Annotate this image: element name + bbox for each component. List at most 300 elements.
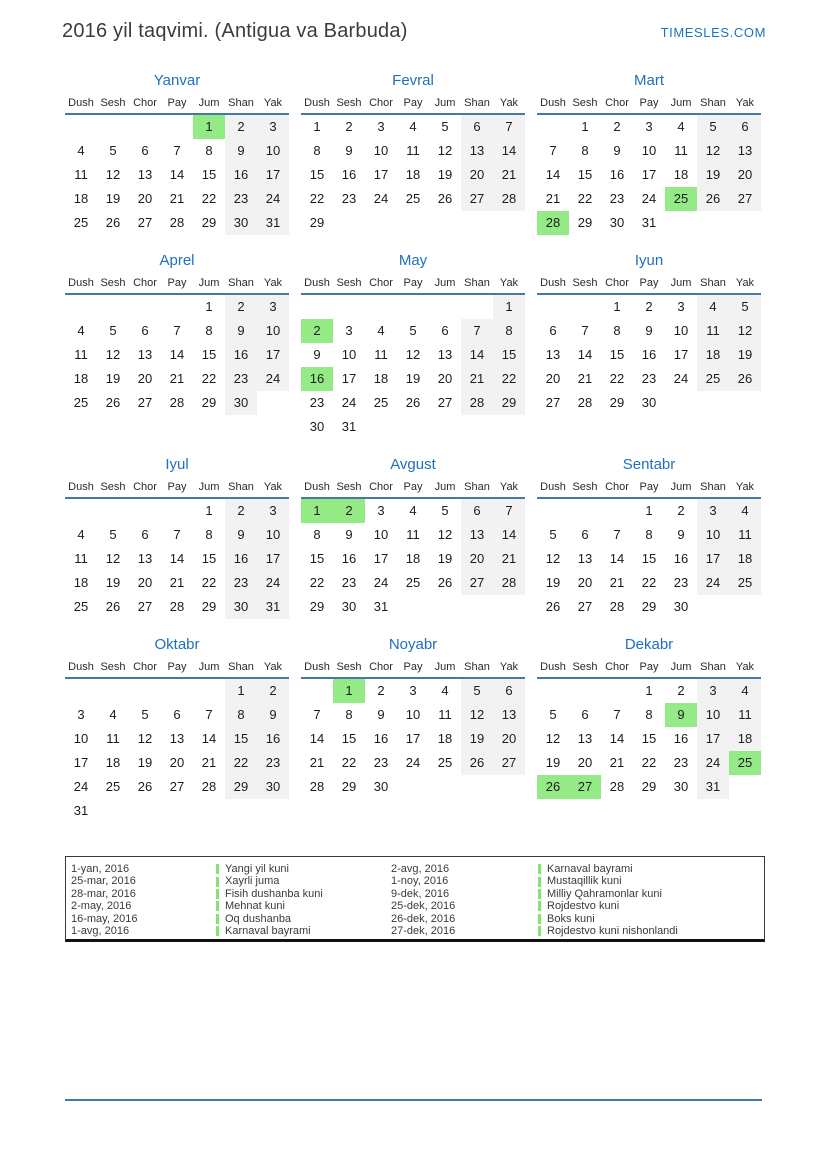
week-row bbox=[301, 751, 525, 775]
legend-holiday-name: Mehnat kuni bbox=[225, 900, 285, 913]
weekday-header: Shan bbox=[464, 661, 490, 673]
day-cell: 24 bbox=[341, 395, 357, 410]
day-cell: 22 bbox=[201, 575, 217, 590]
weekday-header: Shan bbox=[228, 277, 254, 289]
weekend-day-cell: 13 bbox=[493, 703, 525, 727]
weekend-day-cell: 22 bbox=[493, 367, 525, 391]
day-cell: 13 bbox=[169, 731, 185, 746]
weekday-header: Sesh bbox=[572, 481, 598, 493]
week-row bbox=[65, 799, 289, 823]
day-cell: 5 bbox=[141, 707, 149, 722]
weekday-header: Yak bbox=[263, 481, 283, 493]
day-cell: 18 bbox=[437, 731, 453, 746]
day-cell: 9 bbox=[377, 707, 385, 722]
month-calendar bbox=[537, 456, 761, 619]
weekend-day-cell: 7 bbox=[461, 319, 493, 343]
weekend-day-cell: 24 bbox=[257, 187, 289, 211]
day-cell: 5 bbox=[109, 527, 117, 542]
day-cell: 8 bbox=[613, 323, 621, 338]
day-cell: 13 bbox=[137, 347, 153, 362]
weekday-header: Sesh bbox=[336, 481, 362, 493]
day-cell: 8 bbox=[205, 527, 213, 542]
weekday-header: Yak bbox=[263, 277, 283, 289]
month-calendar bbox=[537, 72, 761, 235]
weekday-header: Yak bbox=[735, 97, 755, 109]
week-row bbox=[65, 703, 289, 727]
day-cell: 7 bbox=[313, 707, 321, 722]
day-cell: 19 bbox=[545, 755, 561, 770]
week-row bbox=[537, 187, 761, 211]
month-calendar bbox=[65, 456, 289, 619]
legend-holiday-name: Yangi yil kuni bbox=[225, 863, 289, 875]
day-cell: 7 bbox=[581, 323, 589, 338]
weekend-day-cell: 4 bbox=[729, 499, 761, 523]
empty-day-cell bbox=[601, 499, 633, 523]
legend-date: 2-may, 2016 bbox=[71, 900, 132, 913]
weekend-day-cell: 13 bbox=[729, 139, 761, 163]
week-row bbox=[65, 343, 289, 367]
day-cell: 15 bbox=[641, 551, 657, 566]
day-cell: 26 bbox=[437, 575, 453, 590]
week-row bbox=[537, 751, 761, 775]
month-calendar bbox=[537, 636, 761, 799]
day-cell: 14 bbox=[201, 731, 217, 746]
day-cell: 28 bbox=[201, 779, 217, 794]
day-cell: 28 bbox=[169, 395, 185, 410]
day-cell: 28 bbox=[577, 395, 593, 410]
day-cell: 3 bbox=[345, 323, 353, 338]
day-cell: 13 bbox=[577, 551, 593, 566]
day-cell: 26 bbox=[105, 599, 121, 614]
empty-day-cell bbox=[461, 595, 493, 619]
empty-day-cell bbox=[365, 211, 397, 235]
day-cell: 12 bbox=[105, 347, 121, 362]
weekend-day-cell: 15 bbox=[493, 343, 525, 367]
month-title[interactable]: Noyabr bbox=[388, 636, 438, 653]
week-row bbox=[301, 211, 525, 235]
day-cell: 5 bbox=[441, 503, 449, 518]
day-cell: 31 bbox=[641, 215, 657, 230]
weekday-header: Chor bbox=[133, 481, 157, 493]
day-cell: 28 bbox=[609, 779, 625, 794]
holiday-day-cell: 1 bbox=[301, 499, 333, 523]
weekday-header-row bbox=[65, 661, 289, 679]
legend-marker bbox=[538, 889, 541, 899]
month-title[interactable]: Iyul bbox=[165, 456, 189, 473]
weekend-day-cell: 2 bbox=[225, 295, 257, 319]
empty-day-cell bbox=[225, 799, 257, 823]
weekend-day-cell: 17 bbox=[257, 343, 289, 367]
weekend-day-cell: 27 bbox=[729, 187, 761, 211]
day-cell: 16 bbox=[341, 167, 357, 182]
weekend-day-cell: 31 bbox=[257, 595, 289, 619]
day-cell: 10 bbox=[405, 707, 421, 722]
weekday-header: Chor bbox=[133, 661, 157, 673]
empty-day-cell bbox=[493, 415, 525, 439]
weekend-day-cell: 10 bbox=[697, 523, 729, 547]
weekday-header: Dush bbox=[304, 277, 330, 289]
day-cell: 20 bbox=[545, 371, 561, 386]
day-cell: 27 bbox=[437, 395, 453, 410]
day-cell: 12 bbox=[105, 167, 121, 182]
day-cell: 18 bbox=[73, 371, 89, 386]
day-cell: 18 bbox=[105, 755, 121, 770]
day-cell: 11 bbox=[74, 551, 88, 566]
legend-holiday-name: Rojdestvo kuni nishonlandi bbox=[547, 924, 678, 937]
weekend-day-cell: 11 bbox=[697, 319, 729, 343]
month-calendar bbox=[301, 252, 525, 439]
week-row bbox=[537, 163, 761, 187]
weekend-day-cell: 23 bbox=[257, 751, 289, 775]
weekend-day-cell: 10 bbox=[257, 523, 289, 547]
weekend-day-cell: 8 bbox=[493, 319, 525, 343]
weekend-day-cell: 2 bbox=[257, 679, 289, 703]
weekend-day-cell: 12 bbox=[729, 319, 761, 343]
day-cell: 12 bbox=[545, 551, 561, 566]
weekday-header: Pay bbox=[167, 481, 187, 493]
empty-day-cell bbox=[161, 799, 193, 823]
weekday-header-row bbox=[65, 277, 289, 295]
day-cell: 23 bbox=[341, 191, 357, 206]
weekday-header: Dush bbox=[68, 97, 94, 109]
month-title[interactable]: Aprel bbox=[159, 252, 195, 269]
day-cell: 20 bbox=[577, 575, 593, 590]
day-cell: 2 bbox=[677, 683, 685, 698]
weekday-header: Chor bbox=[369, 97, 393, 109]
empty-day-cell bbox=[129, 679, 161, 703]
day-cell: 7 bbox=[613, 527, 621, 542]
empty-day-cell bbox=[97, 115, 129, 139]
month-calendar bbox=[65, 252, 289, 415]
weekday-header: Sesh bbox=[100, 481, 126, 493]
month-calendar bbox=[537, 252, 761, 415]
day-cell: 30 bbox=[641, 395, 657, 410]
weekday-header: Dush bbox=[540, 97, 566, 109]
day-cell: 15 bbox=[609, 347, 625, 362]
weekday-header: Pay bbox=[639, 277, 659, 289]
week-row bbox=[301, 523, 525, 547]
weekday-header: Sesh bbox=[336, 97, 362, 109]
day-cell: 17 bbox=[341, 371, 357, 386]
weekend-day-cell: 11 bbox=[729, 703, 761, 727]
week-row bbox=[301, 775, 525, 799]
day-cell: 29 bbox=[201, 215, 217, 230]
week-row bbox=[301, 679, 525, 703]
empty-day-cell bbox=[129, 499, 161, 523]
day-cell: 15 bbox=[201, 551, 217, 566]
weekday-header: Chor bbox=[133, 97, 157, 109]
empty-day-cell bbox=[161, 115, 193, 139]
weekday-header: Dush bbox=[540, 277, 566, 289]
week-row bbox=[301, 727, 525, 751]
weekday-header: Jum bbox=[198, 481, 220, 493]
day-cell: 25 bbox=[405, 191, 421, 206]
week-row bbox=[301, 187, 525, 211]
legend-date: 25-dek, 2016 bbox=[391, 900, 456, 913]
day-cell: 17 bbox=[73, 755, 89, 770]
legend-holiday-name: Oq dushanba bbox=[225, 912, 292, 925]
day-cell: 23 bbox=[373, 755, 389, 770]
day-cell: 26 bbox=[405, 395, 421, 410]
weekend-day-cell: 3 bbox=[257, 295, 289, 319]
weekday-header: Jum bbox=[434, 97, 456, 109]
weekday-header: Pay bbox=[403, 661, 423, 673]
day-cell: 12 bbox=[137, 731, 153, 746]
month-calendar bbox=[301, 636, 525, 799]
day-cell: 25 bbox=[437, 755, 453, 770]
day-cell: 8 bbox=[313, 143, 321, 158]
day-cell: 20 bbox=[137, 575, 153, 590]
week-row bbox=[537, 679, 761, 703]
weekday-header-row bbox=[301, 661, 525, 679]
legend-marker bbox=[538, 877, 541, 887]
day-cell: 9 bbox=[645, 323, 653, 338]
day-cell: 25 bbox=[105, 779, 121, 794]
day-cell: 29 bbox=[201, 395, 217, 410]
week-row bbox=[65, 115, 289, 139]
day-cell: 28 bbox=[309, 779, 325, 794]
weekend-day-cell: 17 bbox=[257, 163, 289, 187]
day-cell: 26 bbox=[137, 779, 153, 794]
holiday-day-cell: 2 bbox=[301, 319, 333, 343]
day-cell: 6 bbox=[173, 707, 181, 722]
empty-day-cell bbox=[365, 295, 397, 319]
weekday-header-row bbox=[537, 661, 761, 679]
weekday-header-row bbox=[537, 277, 761, 295]
weekend-day-cell: 13 bbox=[461, 139, 493, 163]
day-cell: 3 bbox=[77, 707, 85, 722]
legend-item bbox=[538, 863, 764, 875]
day-cell: 14 bbox=[309, 731, 325, 746]
day-cell: 23 bbox=[673, 755, 689, 770]
legend-item bbox=[216, 863, 391, 875]
legend-holiday-name: Karnaval bayrami bbox=[225, 924, 311, 937]
week-row bbox=[537, 211, 761, 235]
month-title[interactable]: Sentabr bbox=[622, 456, 676, 473]
month-title[interactable]: Yanvar bbox=[153, 72, 201, 89]
week-row bbox=[537, 727, 761, 751]
day-cell: 3 bbox=[677, 299, 685, 314]
day-cell: 3 bbox=[377, 119, 385, 134]
day-cell: 12 bbox=[437, 143, 453, 158]
weekday-header: Sesh bbox=[100, 661, 126, 673]
day-cell: 28 bbox=[169, 599, 185, 614]
day-cell: 14 bbox=[577, 347, 593, 362]
weekday-header: Shan bbox=[700, 661, 726, 673]
day-cell: 10 bbox=[373, 527, 389, 542]
weekday-header: Sesh bbox=[336, 277, 362, 289]
legend-item bbox=[216, 888, 391, 900]
weekend-day-cell: 9 bbox=[225, 523, 257, 547]
day-cell: 30 bbox=[341, 599, 357, 614]
week-row bbox=[537, 391, 761, 415]
empty-day-cell bbox=[697, 211, 729, 235]
day-cell: 2 bbox=[377, 683, 385, 698]
day-cell: 21 bbox=[577, 371, 593, 386]
empty-day-cell bbox=[429, 415, 461, 439]
weekday-header: Chor bbox=[605, 277, 629, 289]
day-cell: 22 bbox=[341, 755, 357, 770]
site-link[interactable]: TIMESLES.COM bbox=[660, 25, 766, 40]
weekend-day-cell: 28 bbox=[493, 187, 525, 211]
day-cell: 24 bbox=[73, 779, 89, 794]
legend-date: 16-may, 2016 bbox=[71, 912, 138, 925]
weekend-day-cell: 10 bbox=[257, 319, 289, 343]
day-cell: 19 bbox=[405, 371, 421, 386]
weekend-day-cell: 15 bbox=[225, 727, 257, 751]
empty-day-cell bbox=[461, 211, 493, 235]
empty-day-cell bbox=[729, 595, 761, 619]
empty-day-cell bbox=[461, 295, 493, 319]
legend-holiday-name: Milliy Qahramonlar kuni bbox=[547, 887, 662, 900]
empty-day-cell bbox=[493, 595, 525, 619]
day-cell: 10 bbox=[373, 143, 389, 158]
month-title[interactable]: Avgust bbox=[390, 456, 436, 473]
empty-day-cell bbox=[193, 679, 225, 703]
empty-day-cell bbox=[569, 679, 601, 703]
empty-day-cell bbox=[301, 295, 333, 319]
weekend-day-cell: 9 bbox=[225, 139, 257, 163]
day-cell: 16 bbox=[341, 551, 357, 566]
day-cell: 23 bbox=[609, 191, 625, 206]
day-cell: 7 bbox=[613, 707, 621, 722]
month-title[interactable]: Dekabr bbox=[624, 636, 674, 653]
weekday-header: Jum bbox=[670, 97, 692, 109]
legend-item bbox=[538, 900, 764, 912]
weekday-header: Dush bbox=[304, 481, 330, 493]
day-cell: 4 bbox=[409, 503, 417, 518]
day-cell: 31 bbox=[73, 803, 89, 818]
weekday-header: Dush bbox=[68, 277, 94, 289]
day-cell: 31 bbox=[373, 599, 389, 614]
day-cell: 2 bbox=[613, 119, 621, 134]
empty-day-cell bbox=[537, 499, 569, 523]
weekday-header: Yak bbox=[263, 661, 283, 673]
day-cell: 30 bbox=[609, 215, 625, 230]
day-cell: 21 bbox=[169, 575, 185, 590]
month-title[interactable]: May bbox=[398, 252, 428, 269]
weekend-day-cell: 18 bbox=[729, 547, 761, 571]
day-cell: 20 bbox=[577, 755, 593, 770]
month-calendar bbox=[65, 636, 289, 823]
weekday-header: Chor bbox=[605, 97, 629, 109]
day-cell: 19 bbox=[545, 575, 561, 590]
weekend-day-cell: 17 bbox=[257, 547, 289, 571]
day-cell: 5 bbox=[109, 323, 117, 338]
day-cell: 17 bbox=[373, 551, 389, 566]
weekday-header: Yak bbox=[735, 277, 755, 289]
weekend-day-cell: 4 bbox=[729, 679, 761, 703]
weekday-header: Jum bbox=[670, 277, 692, 289]
weekend-day-cell: 21 bbox=[461, 367, 493, 391]
day-cell: 21 bbox=[309, 755, 325, 770]
empty-day-cell bbox=[397, 595, 429, 619]
day-cell: 19 bbox=[437, 551, 453, 566]
day-cell: 25 bbox=[73, 599, 89, 614]
legend-marker bbox=[538, 901, 541, 911]
month-title[interactable]: Oktabr bbox=[154, 636, 200, 653]
month-title[interactable]: Fevral bbox=[392, 72, 434, 89]
week-row bbox=[65, 547, 289, 571]
day-cell: 20 bbox=[137, 371, 153, 386]
weekend-day-cell: 17 bbox=[697, 547, 729, 571]
day-cell: 4 bbox=[441, 683, 449, 698]
month-title[interactable]: Iyun bbox=[634, 252, 664, 269]
month-title[interactable]: Mart bbox=[634, 72, 664, 89]
weekend-day-cell: 8 bbox=[225, 703, 257, 727]
day-cell: 22 bbox=[201, 371, 217, 386]
day-cell: 9 bbox=[345, 143, 353, 158]
week-row bbox=[301, 547, 525, 571]
week-row bbox=[537, 343, 761, 367]
day-cell: 29 bbox=[201, 599, 217, 614]
day-cell: 7 bbox=[549, 143, 557, 158]
day-cell: 23 bbox=[309, 395, 325, 410]
weekend-day-cell: 26 bbox=[461, 751, 493, 775]
day-cell: 15 bbox=[341, 731, 357, 746]
weekday-header: Chor bbox=[133, 277, 157, 289]
day-cell: 29 bbox=[641, 779, 657, 794]
day-cell: 21 bbox=[609, 755, 625, 770]
day-cell: 11 bbox=[406, 143, 420, 158]
weekend-day-cell: 17 bbox=[697, 727, 729, 751]
week-row bbox=[65, 751, 289, 775]
week-row bbox=[301, 343, 525, 367]
empty-day-cell bbox=[365, 415, 397, 439]
empty-day-cell bbox=[697, 595, 729, 619]
empty-day-cell bbox=[257, 391, 289, 415]
day-cell: 27 bbox=[137, 599, 153, 614]
day-cell: 25 bbox=[373, 395, 389, 410]
weekend-day-cell: 28 bbox=[493, 571, 525, 595]
empty-day-cell bbox=[333, 295, 365, 319]
weekday-header: Jum bbox=[198, 661, 220, 673]
day-cell: 15 bbox=[309, 167, 325, 182]
weekday-header: Chor bbox=[605, 481, 629, 493]
empty-day-cell bbox=[65, 295, 97, 319]
day-cell: 22 bbox=[577, 191, 593, 206]
week-row bbox=[301, 115, 525, 139]
day-cell: 30 bbox=[673, 599, 689, 614]
legend-marker bbox=[216, 926, 219, 936]
weekend-day-cell: 4 bbox=[697, 295, 729, 319]
empty-day-cell bbox=[429, 211, 461, 235]
weekend-day-cell: 23 bbox=[225, 571, 257, 595]
weekend-day-cell: 14 bbox=[493, 523, 525, 547]
legend-date: 1-yan, 2016 bbox=[71, 863, 130, 875]
weekend-day-cell: 29 bbox=[493, 391, 525, 415]
week-row bbox=[65, 139, 289, 163]
holiday-day-cell: 9 bbox=[665, 703, 697, 727]
legend-item bbox=[216, 875, 391, 887]
day-cell: 4 bbox=[77, 323, 85, 338]
day-cell: 6 bbox=[141, 143, 149, 158]
weekday-header: Shan bbox=[228, 481, 254, 493]
weekend-day-cell: 3 bbox=[257, 115, 289, 139]
day-cell: 11 bbox=[438, 707, 452, 722]
weekday-header: Shan bbox=[228, 661, 254, 673]
day-cell: 9 bbox=[313, 347, 321, 362]
week-row bbox=[65, 499, 289, 523]
week-row bbox=[537, 547, 761, 571]
day-cell: 7 bbox=[173, 527, 181, 542]
legend-date: 25-mar, 2016 bbox=[71, 875, 136, 888]
weekend-day-cell: 1 bbox=[225, 679, 257, 703]
weekend-day-cell: 24 bbox=[697, 571, 729, 595]
legend-holiday-name: Boks kuni bbox=[547, 912, 595, 925]
weekday-header-row bbox=[301, 97, 525, 115]
week-row bbox=[537, 775, 761, 799]
